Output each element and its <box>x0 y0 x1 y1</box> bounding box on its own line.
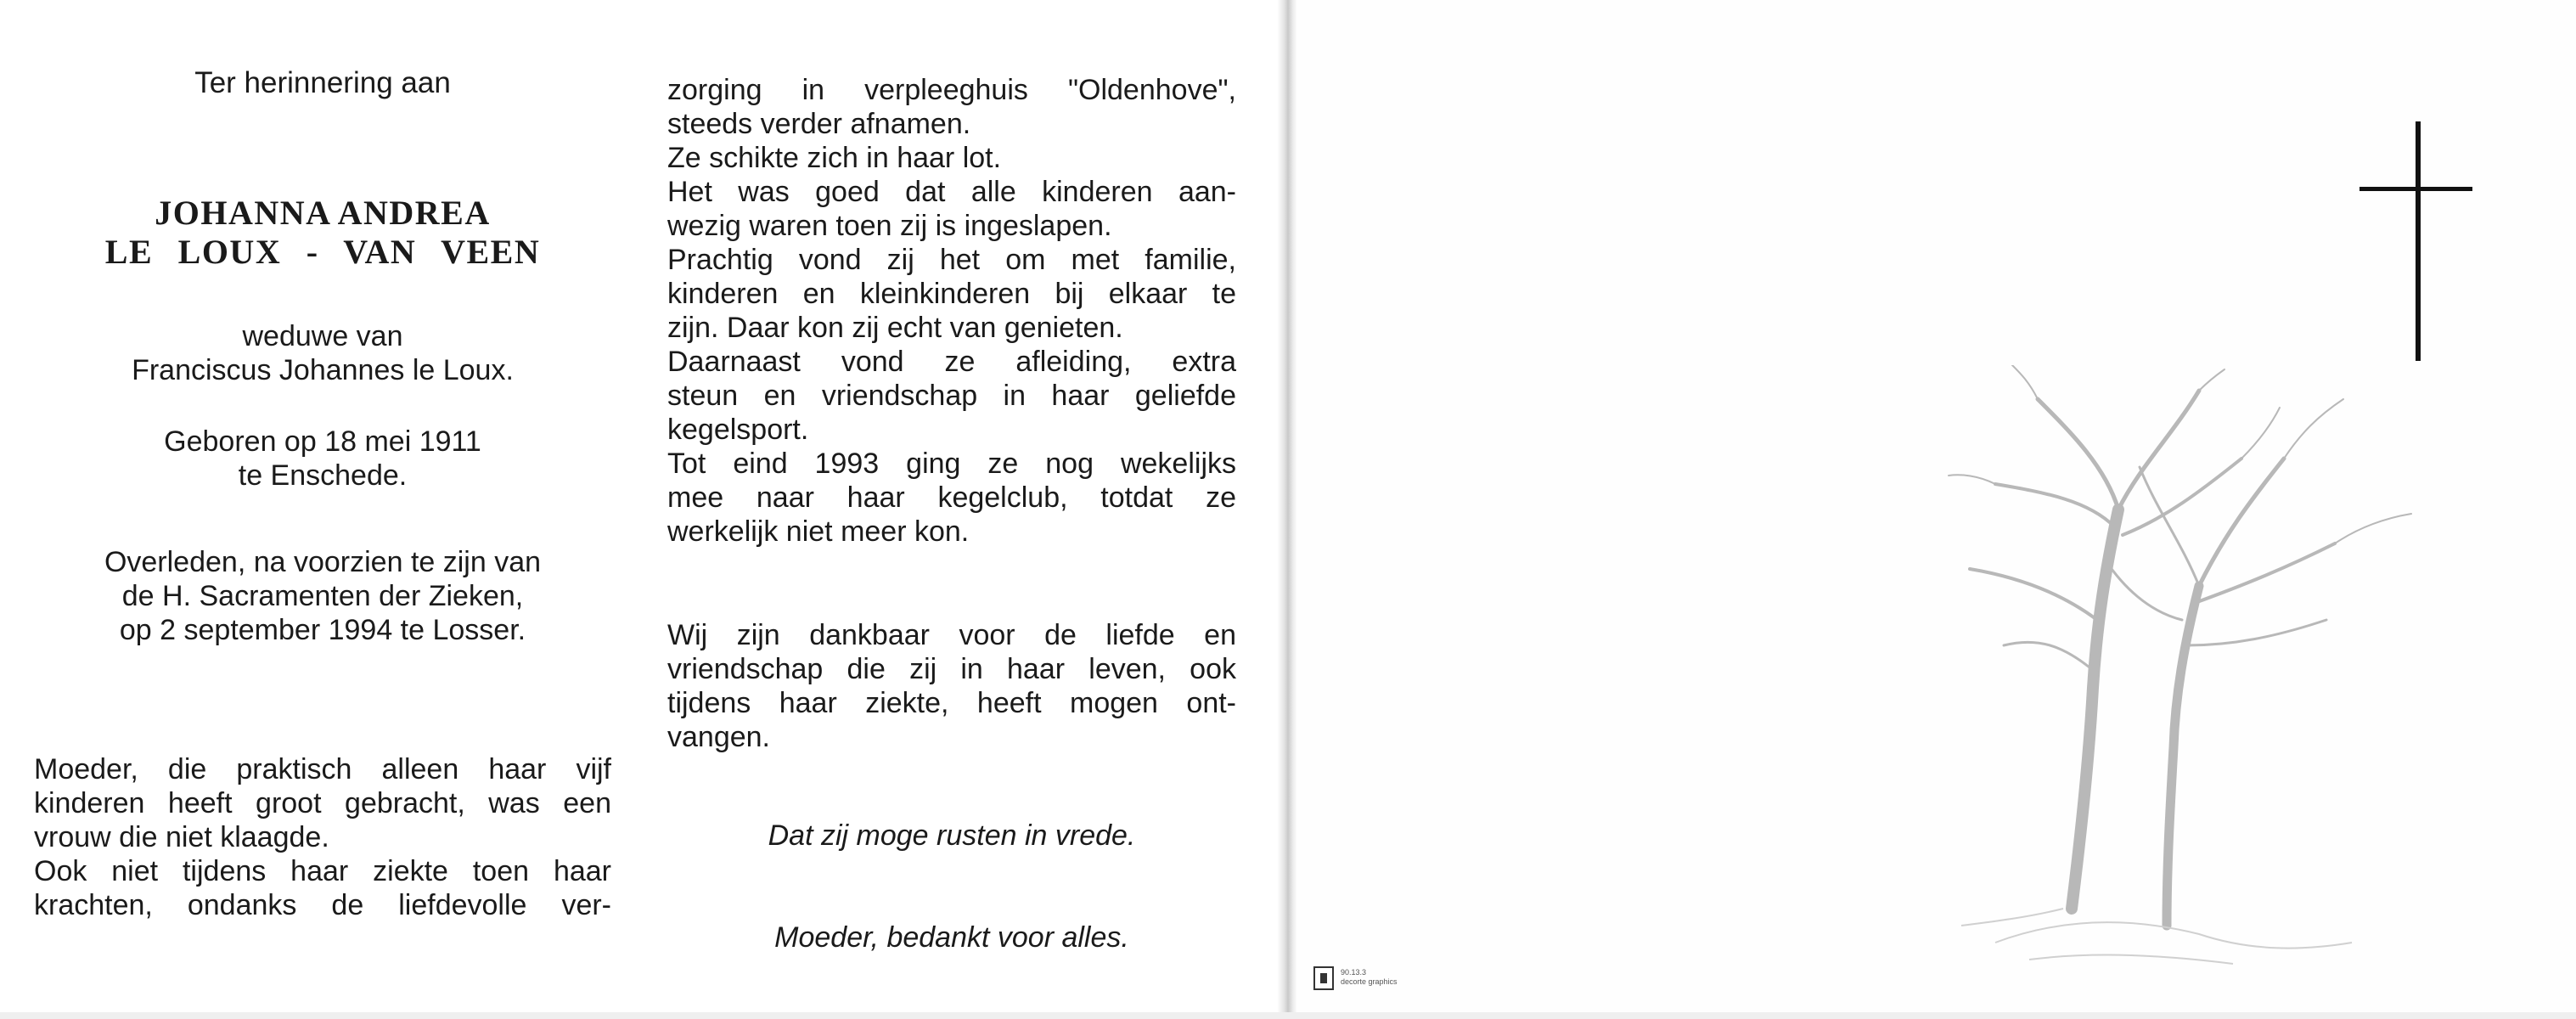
paragraph-line: Het was goed dat alle kinderen aan- <box>667 176 1236 208</box>
care-paragraph <box>667 73 1236 549</box>
closing-thanks-mother: Moeder, bedankt voor alles. <box>774 921 1129 954</box>
died-line-1: Overleden, na voorzien te zijn van <box>104 546 542 578</box>
paragraph-line: kinderen en kleinkinderen bij elkaar te <box>667 278 1236 310</box>
paragraph-line: Wij zijn dankbaar voor de liefde en <box>667 619 1236 651</box>
paragraph-line: Daarnaast vond ze afleiding, extra <box>667 346 1236 378</box>
paragraph-line: zorging in verpleeghuis "Oldenhove", <box>667 74 1236 106</box>
paragraph-line: wezig waren toen zij is ingeslapen. <box>667 210 1112 242</box>
column-right <box>667 73 1236 954</box>
cross-horizontal-bar <box>2359 187 2472 191</box>
left-page <box>0 0 1278 1019</box>
scan-bottom-edge <box>0 1012 2576 1019</box>
card-fold <box>1278 0 1296 1019</box>
printer-mark <box>1313 966 1415 992</box>
paragraph-line: mee naar haar kegelclub, totdat ze <box>667 481 1236 514</box>
paragraph-line: Tot eind 1993 ging ze nog wekelijks <box>667 448 1236 480</box>
printer-code: 90.13.3 <box>1341 968 1367 977</box>
paragraph-line: Ze schikte zich in haar lot. <box>667 142 1002 174</box>
printer-name: decorte graphics <box>1341 977 1398 986</box>
paragraph-line: Prachtig vond zij het om met familie, <box>667 244 1236 276</box>
paragraph-line: Moeder, die praktisch alleen haar vijf <box>34 753 611 785</box>
paragraph-line: vangen. <box>667 721 770 753</box>
widow-line-2: Franciscus Johannes le Loux. <box>132 354 514 386</box>
gratitude-paragraph <box>667 618 1236 754</box>
printer-logo-icon <box>1313 966 1334 990</box>
name-line-1: JOHANNA ANDREA <box>155 194 491 232</box>
born-line-1: Geboren op 18 mei 1911 <box>164 425 481 458</box>
born-line-2: te Enschede. <box>238 459 408 492</box>
paragraph-line: kinderen heeft groot gebracht, was een <box>34 787 611 819</box>
paragraph-line: vriendschap die zij in haar leven, ook <box>667 653 1236 685</box>
paragraph-line: werkelijk niet meer kon. <box>667 515 970 548</box>
died-line-2: de H. Sacramenten der Zieken, <box>121 580 524 612</box>
mother-paragraph <box>34 752 611 922</box>
column-left <box>34 66 611 922</box>
widow-line-1: weduwe van <box>242 320 403 352</box>
paragraph-line: zijn. Daar kon zij echt van genieten. <box>667 312 1123 344</box>
paragraph-line: kegelsport. <box>667 414 809 446</box>
paragraph-line: krachten, ondanks de liefdevolle ver- <box>34 889 611 921</box>
paragraph-line: vrouw die niet klaagde. <box>34 821 329 853</box>
paragraph-line: steun en vriendschap in haar geliefde <box>667 380 1236 412</box>
paragraph-line: Ook niet tijdens haar ziekte toen haar <box>34 855 611 887</box>
cross-vertical-bar <box>2416 121 2421 361</box>
paragraph-line: steeds verder afnamen. <box>667 108 971 140</box>
trees-illustration <box>1944 365 2428 977</box>
intro-text: Ter herinnering aan <box>194 66 451 99</box>
name-line-2: LE LOUX - VAN VEEN <box>104 233 541 271</box>
paragraph-line: tijdens haar ziekte, heeft mogen ont- <box>667 687 1236 719</box>
died-line-3: op 2 september 1994 te Losser. <box>119 614 526 646</box>
closing-rest-in-peace: Dat zij moge rusten in vrede. <box>768 819 1136 852</box>
